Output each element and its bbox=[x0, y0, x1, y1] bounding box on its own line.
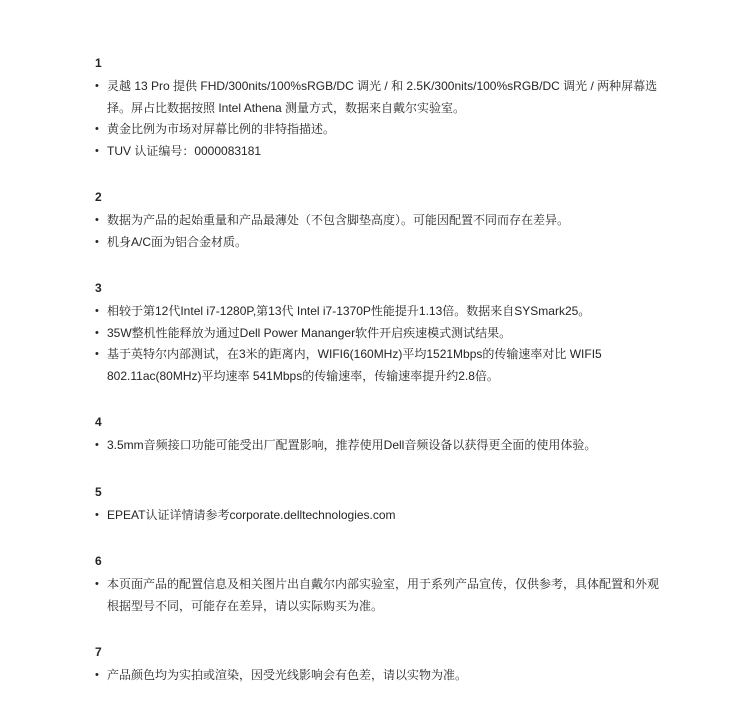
bullet-icon: • bbox=[95, 326, 99, 339]
bullet-icon: • bbox=[95, 348, 99, 360]
footnote-item bbox=[95, 435, 662, 457]
footnote-section bbox=[95, 278, 662, 387]
footnote-bullets bbox=[95, 665, 662, 687]
bullet-icon: • bbox=[95, 123, 99, 135]
footnote-text: 产品颜色均为实拍或渲染，因受光线影响会有色差，请以实物为准。 bbox=[107, 668, 468, 682]
footnote-item bbox=[95, 210, 662, 232]
footnote-bullets bbox=[95, 505, 662, 527]
bullet-icon: • bbox=[95, 235, 99, 248]
footnote-item bbox=[95, 344, 662, 387]
footnote-item bbox=[95, 141, 662, 163]
footnote-section bbox=[95, 53, 662, 162]
footnote-bullets bbox=[95, 76, 662, 162]
bullet-icon: • bbox=[95, 669, 99, 681]
footnote-text: EPEAT认证详情请参考corporate.delltechnologies.com bbox=[107, 507, 396, 522]
footnote-item bbox=[95, 323, 662, 345]
footnote-section bbox=[95, 642, 662, 687]
footnote-text: 3.5mm音频接口功能可能受出厂配置影响，推荐使用Dell音频设备以获得更全面的使用体验。 bbox=[107, 438, 597, 452]
footnote-text: 相较于第12代Intel i7-1280P,第13代 Intel i7-1370P性能提升1.13倍。数据来自SYSmark25。 bbox=[107, 304, 591, 318]
footnote-section bbox=[95, 482, 662, 527]
footnote-number: 6 bbox=[95, 554, 102, 568]
footnote-item bbox=[95, 505, 662, 527]
footnote-item bbox=[95, 301, 662, 323]
bullet-icon: • bbox=[95, 214, 99, 226]
footnote-text: 黄金比例为市场对屏幕比例的非特指描述。 bbox=[107, 122, 336, 136]
footnote-number: 1 bbox=[95, 56, 102, 70]
footnote-text: 灵越 13 Pro 提供 FHD/300nits/100%sRGB/DC 调光 / 和 2.5K/300nits/100%sRGB/DC 调光 / 两种屏幕选择。屏占比数据按照 Intel Athena 测量方式，数据来自戴尔实验室。 bbox=[107, 79, 658, 115]
bullet-icon: • bbox=[95, 508, 99, 521]
footnote-number: 5 bbox=[95, 484, 102, 499]
bullet-icon: • bbox=[95, 439, 99, 451]
footnote-bullets bbox=[95, 574, 662, 617]
footnote-section bbox=[95, 187, 662, 253]
footnote-bullets bbox=[95, 435, 662, 457]
footnote-bullets bbox=[95, 301, 662, 387]
footnote-number: 3 bbox=[95, 281, 102, 295]
footnote-item bbox=[95, 232, 662, 254]
footnote-number: 7 bbox=[95, 645, 102, 659]
footnote-item bbox=[95, 76, 662, 119]
footnote-text: 机身A/C面为铝合金材质。 bbox=[107, 234, 248, 249]
footnote-text: 35W整机性能释放为通过Dell Power Mananger软件开启疾速模式测试结果。 bbox=[107, 325, 512, 340]
bullet-icon: • bbox=[95, 80, 99, 92]
footnote-section bbox=[95, 412, 662, 457]
footnote-item bbox=[95, 665, 662, 687]
footnote-number: 4 bbox=[95, 415, 102, 429]
bullet-icon: • bbox=[95, 578, 99, 590]
footnote-item bbox=[95, 574, 662, 617]
footnotes-list bbox=[95, 53, 662, 687]
footnote-bullets bbox=[95, 210, 662, 253]
bullet-icon: • bbox=[95, 305, 99, 317]
footnote-number: 2 bbox=[95, 190, 102, 204]
footnote-section bbox=[95, 551, 662, 617]
bullet-icon: • bbox=[95, 144, 99, 157]
footnote-text: 本页面产品的配置信息及相关图片出自戴尔内部实验室，用于系列产品宣传，仅供参考，具体配置和外观根据型号不同，可能存在差异，请以实际购买为准。 bbox=[107, 577, 660, 613]
footnote-text: 基于英特尔内部测试，在3米的距离内，WIFI6(160MHz)平均1521Mbps的传输速率对比 WIFI5 802.11ac(80MHz)平均速率 541Mbps的传输速率，传输速率提升约2.8倍。 bbox=[107, 347, 602, 383]
footnote-text: 数据为产品的起始重量和产品最薄处（不包含脚垫高度）。可能因配置不同而存在差异。 bbox=[107, 213, 570, 227]
footnote-text: TUV 认证编号：0000083181 bbox=[107, 143, 262, 158]
footnote-item bbox=[95, 119, 662, 141]
